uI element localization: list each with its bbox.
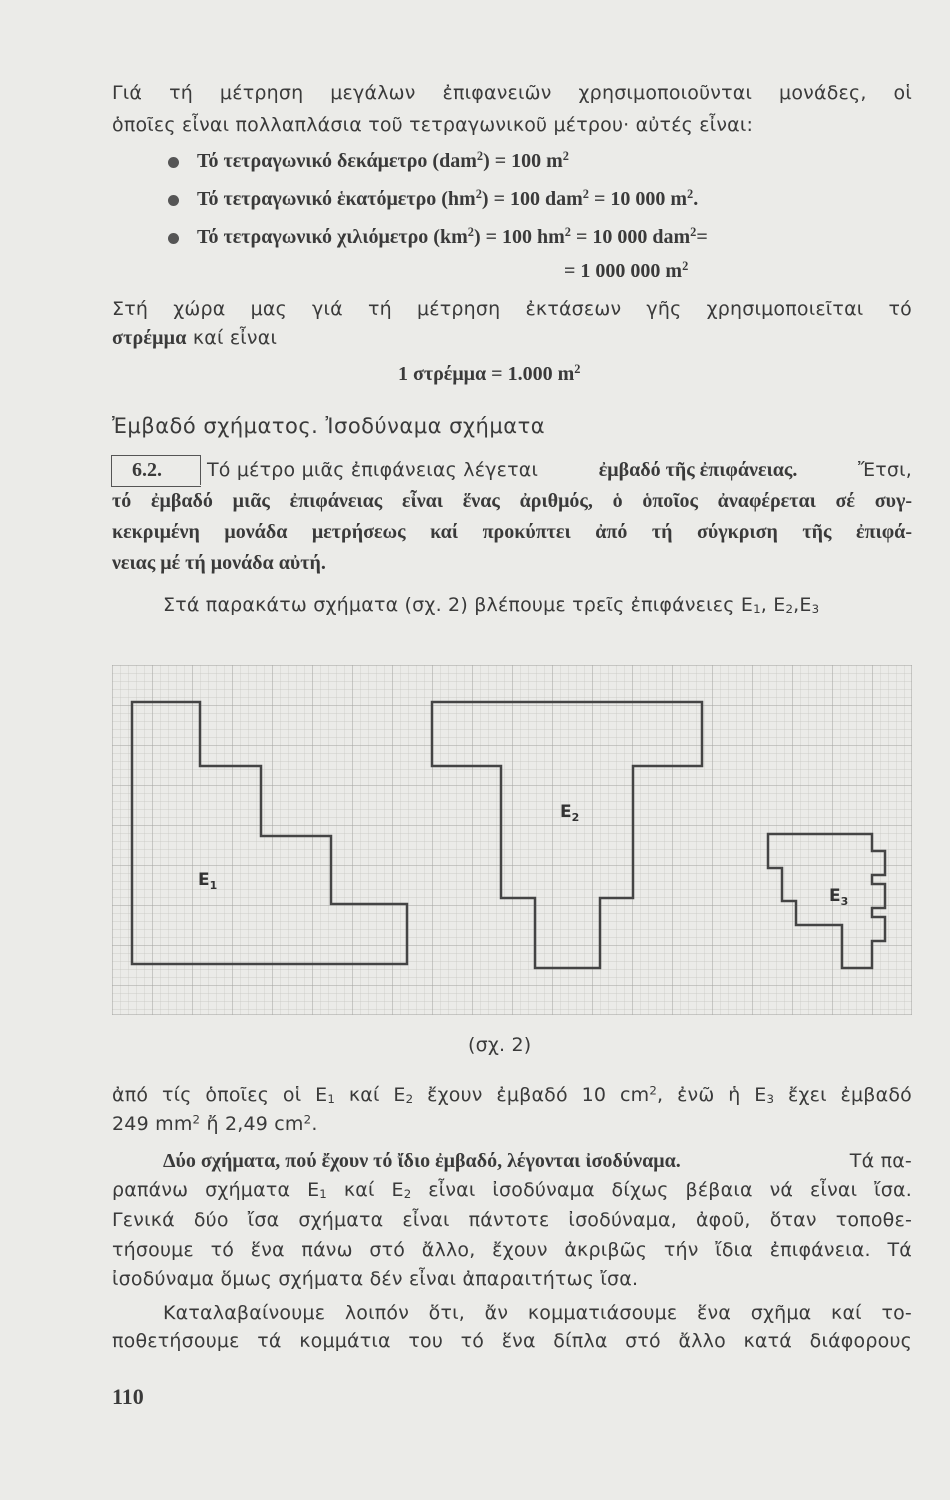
bullet-icon (168, 233, 179, 244)
paragraph-4-line-5: ἰσοδύναμα ὅμως σχήματα δέν εἶναι ἀπαραιτήτως ἴσα. (112, 1268, 639, 1290)
paragraph-2-line-2: στρέμμα καί εἶναι (112, 327, 278, 349)
paragraph-4-line-2: ραπάνω σχήματα $E_1$ καί $E_2$ εἶναι ἰσοδύναμα δίχως βέβαια νά εἶναι ἴσα. (112, 1179, 912, 1201)
grid-paper (112, 665, 912, 1015)
stremma-equation: 1 στρέμμα = 1.000 $m^2$ (398, 362, 581, 385)
paragraph-2-line-1: Στή χώρα μας γιά τή μέτρηση ἐκτάσεων γῆς χρησιμοποιεῖται τό (112, 298, 912, 320)
unit-hm2: Τό τετραγωνικό ἑκατόμετρο $(hm^2) = 100$ dam$^2$ = 10 000 $m^2$. (197, 187, 699, 210)
section-number: 6.2. (132, 459, 162, 481)
section-line-2: τό ἐμβαδό μιᾶς ἐπιφάνειας εἶναι ἕνας ἀριθμός, ὁ ὁποῖος ἀναφέρεται σέ συγ- (112, 490, 912, 512)
section-line-3: κεκριμένη μονάδα μετρήσεως καί προκύπτει ἀπό τή σύγκριση τῆς ἐπιφά- (112, 521, 912, 543)
paragraph-4-line-4: τήσουμε τό ἕνα πάνω στό ἄλλο, ἔχουν ἀκριβῶς τήν ἴδια ἐπιφάνεια. Τά (112, 1239, 912, 1261)
paragraph-5-line-1: Καταλαβαίνουμε λοιπόν ὅτι, ἄν κομματιάσουμε ἕνα σχῆμα καί το- (163, 1302, 912, 1324)
paragraph-1-line-1: Γιά τή μέτρηση μεγάλων ἐπιφανειῶν χρησιμοποιοῦνται μονάδες, οἱ (112, 82, 912, 104)
page-number: 110 (112, 1384, 144, 1409)
label-e1: $E_1$ (198, 870, 218, 892)
paragraph-4-line-1: Δύο σχήματα, πού ἔχουν τό ἴδιο ἐμβαδό, λέγονται ἰσοδύναμα. Τά πα- (163, 1150, 912, 1172)
label-e3: $E_3$ (829, 886, 849, 908)
paragraph-4-line-3: Γενικά δύο ἴσα σχήματα εἶναι πάντοτε ἰσοδύναμα, ἀφοῦ, ὅταν τοποθε- (112, 1209, 912, 1231)
paragraph-3-line-1: ἀπό τίς ὁποῖες οἱ $E_1$ καί $E_2$ ἔχουν ἐμβαδό 10 $cm^2$, ἐνῶ ἡ $E_3$ ἔχει ἐμβαδό (112, 1083, 912, 1106)
section-number-box-divider (200, 455, 202, 485)
section-line-1: Τό μέτρο μιᾶς ἐπιφάνειας λέγεται ἐμβαδό τῆς ἐπιφάνειας. Ἔτσι, (207, 459, 912, 481)
unit-km2-continuation: = 1 000 000 $m^2$ (564, 259, 689, 282)
unit-km2: Τό τετραγωνικό χιλιόμετρο $(km^2) = 100$ $hm^2 = 10$ 000 dam$^2$= (197, 225, 708, 248)
section-heading: Ἐμβαδό σχήματος. Ἰσοδύναμα σχήματα (112, 414, 546, 438)
label-e2: $E_2$ (560, 802, 580, 824)
grid-figure (112, 665, 912, 1015)
paragraph-1-line-2: ὁποῖες εἶναι πολλαπλάσια τοῦ τετραγωνικοῦ μέτρου· αὐτές εἶναι: (112, 114, 754, 136)
bullet-icon (168, 157, 179, 168)
paragraph-5-line-2: ποθετήσουμε τά κομμάτια του τό ἕνα δίπλα στό ἄλλο κατά διάφορους (112, 1330, 912, 1352)
section-line-4: νειας μέ τή μονάδα αὐτή. (112, 552, 326, 574)
figure-caption: (σχ. 2) (468, 1034, 532, 1056)
paragraph-3-line-2: 249 $mm^2$ ἤ 2,49 $cm^2$. (112, 1112, 318, 1135)
bullet-icon (168, 195, 179, 206)
unit-dam2: Τό τετραγωνικό δεκάμετρο (dam$^2$) = 100 $m^2$ (197, 149, 569, 172)
figure-intro: Στά παρακάτω σχήματα (σχ. 2) βλέπουμε τρεῖς ἐπιφάνειες $E_1$, $E_2,E_3$ (163, 594, 820, 616)
